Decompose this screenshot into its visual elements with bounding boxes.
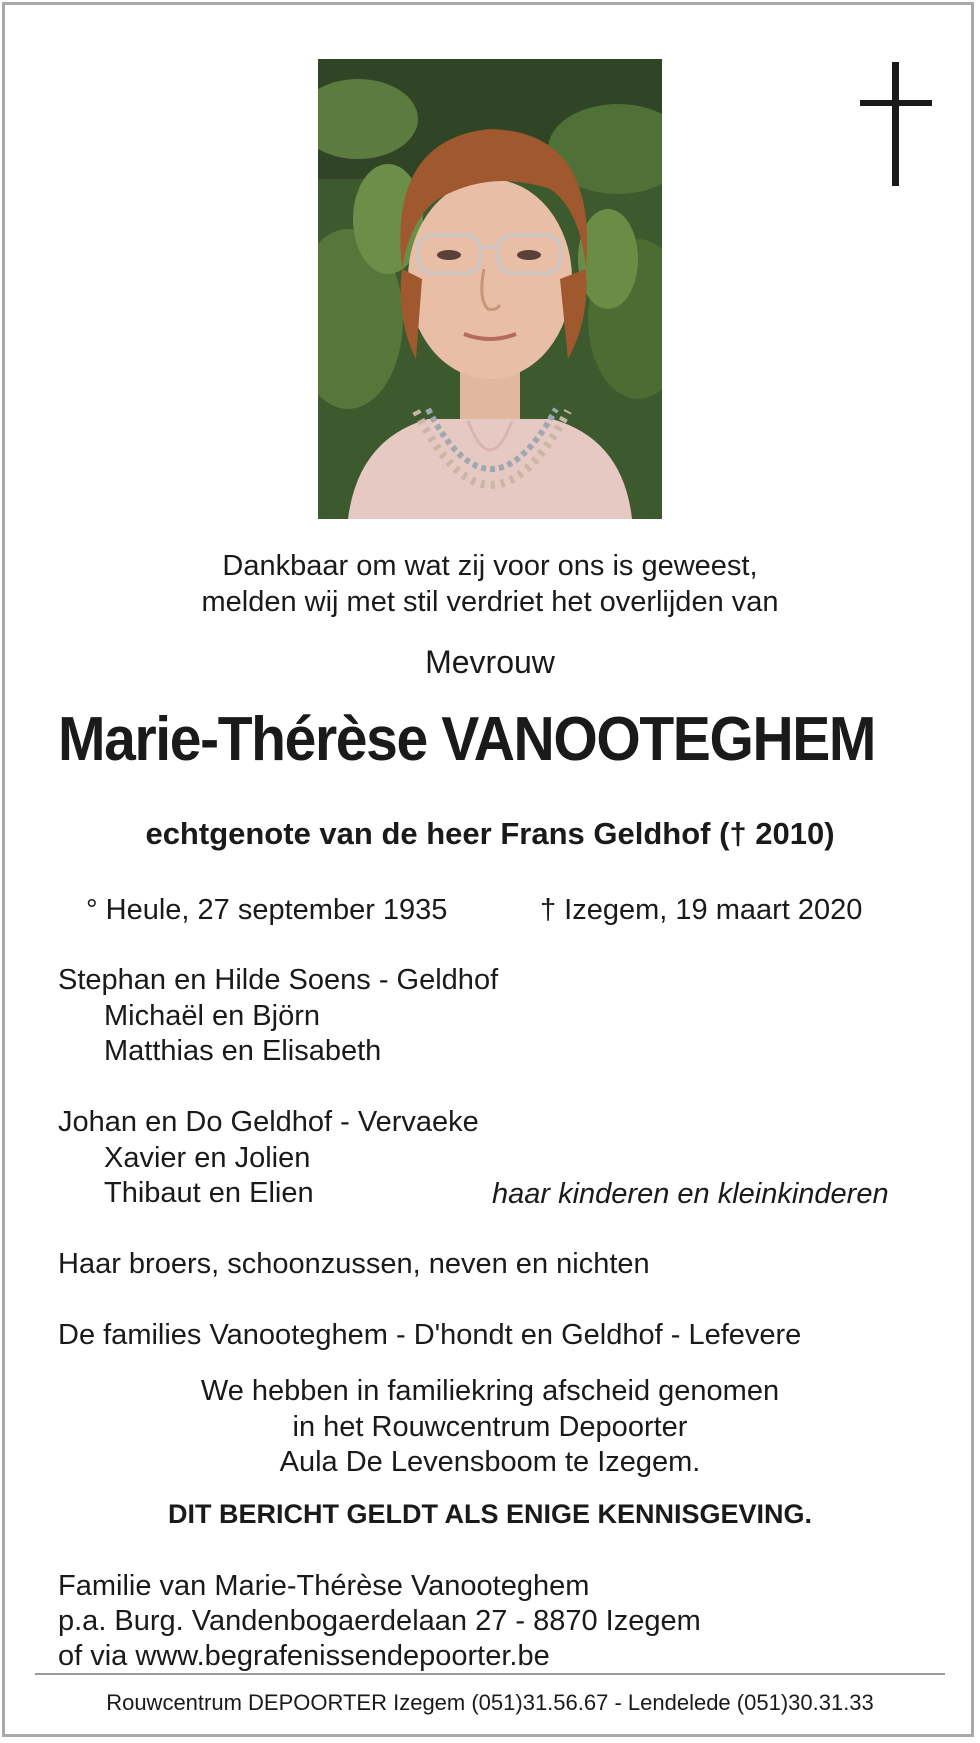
cross-icon xyxy=(860,62,932,186)
address-line: Familie van Marie-Thérèse Vanooteghem xyxy=(58,1570,590,1602)
spouse-line: echtgenote van de heer Frans Geldhof († 2010) xyxy=(145,816,835,851)
intro-text xyxy=(0,548,980,620)
address-line: p.a. Burg. Vandenbogaerdelaan 27 - 8870 Izegem xyxy=(58,1605,701,1637)
siblings-line: Haar broers, schoonzussen, neven en nichten xyxy=(58,1248,650,1280)
farewell-line: in het Rouwcentrum Depoorter xyxy=(292,1410,688,1443)
family-caption: haar kinderen en kleinkinderen xyxy=(492,1178,889,1210)
families-line: De families Vanooteghem - D'hondt en Geldhof - Lefevere xyxy=(58,1319,802,1351)
salutation: Mevrouw xyxy=(425,644,555,680)
family-head: Stephan en Hilde Soens - Geldhof xyxy=(58,964,499,996)
contact-address xyxy=(58,1569,701,1674)
family-member: Matthias en Elisabeth xyxy=(104,1035,382,1067)
family-group-2 xyxy=(58,1105,479,1212)
address-line: of via www.begrafenissendepoorter.be xyxy=(58,1640,550,1672)
portrait-photo xyxy=(318,59,662,519)
deceased-name: Marie-Thérèse VANOOTEGHEM xyxy=(58,705,876,774)
farewell-text xyxy=(0,1374,980,1481)
farewell-line: We hebben in familiekring afscheid genomen xyxy=(200,1375,780,1407)
footer-text: Rouwcentrum DEPOORTER Izegem (051)31.56.67 - Lendelede (051)30.31.33 xyxy=(106,1690,874,1715)
birth-date: ° Heule, 27 september 1935 xyxy=(86,894,448,926)
family-member: Michaël en Björn xyxy=(104,999,320,1032)
family-member: Thibaut en Elien xyxy=(104,1177,314,1209)
family-group-1 xyxy=(58,963,498,1070)
notice-text: DIT BERICHT GELDT ALS ENIGE KENNISGEVING. xyxy=(167,1499,813,1529)
family-head: Johan en Do Geldhof - Vervaeke xyxy=(58,1106,479,1138)
footer-divider xyxy=(35,1673,945,1675)
intro-line: melden wij met stil verdriet het overlijden van xyxy=(201,586,779,618)
farewell-line: Aula De Levensboom te Izegem. xyxy=(279,1446,701,1478)
death-date: † Izegem, 19 maart 2020 xyxy=(540,894,863,926)
family-member: Xavier en Jolien xyxy=(104,1141,311,1174)
intro-line: Dankbaar om wat zij voor ons is geweest, xyxy=(222,550,758,582)
